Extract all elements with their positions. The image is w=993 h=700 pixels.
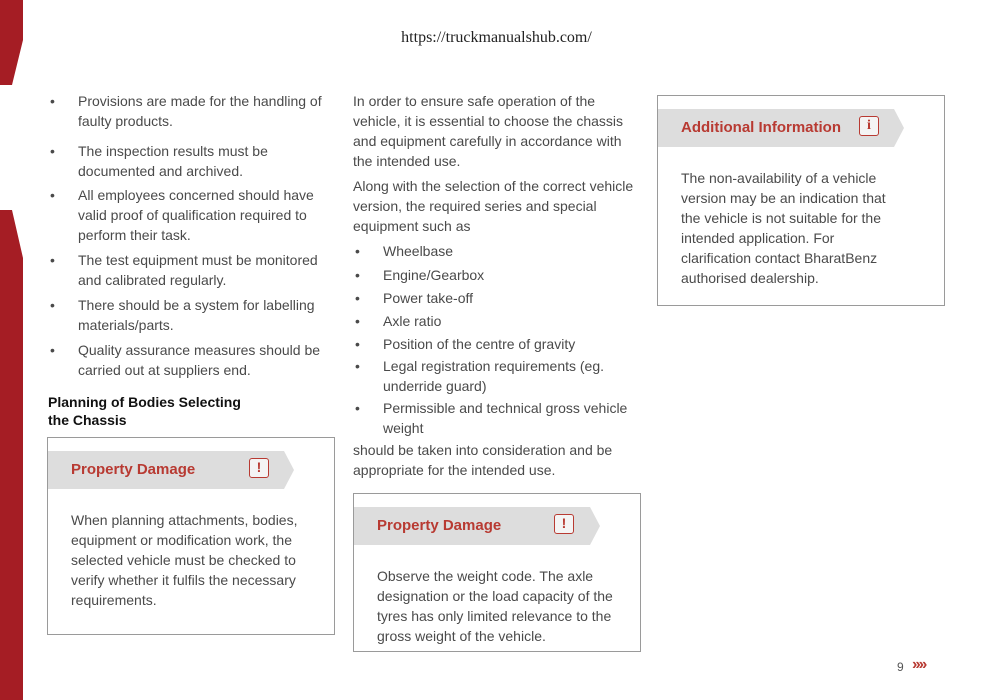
box-header (354, 507, 590, 545)
section-heading-line2: the Chassis (48, 412, 127, 428)
paragraph: In order to ensure safe operation of the vehicle, it is essential to choose the chassis and equipment carefully in accordance with the intended use. (353, 93, 624, 169)
list-item: • Permissible and technical gross vehicle weight (353, 398, 641, 438)
box-title: Additional Information (681, 119, 841, 136)
list-item: • Axle ratio (353, 311, 641, 331)
list-item: • Provisions are made for the handling of faulty products. (48, 91, 338, 131)
warning-icon: ! (554, 514, 574, 534)
box-header (48, 451, 284, 489)
box-text: The non-availability of a vehicle version may be an indication that the vehicle is not suitable for the intended application. For clarification contact BharatBenz authorised dealership. (681, 170, 886, 286)
section-heading (48, 393, 328, 429)
box-title: Property Damage (71, 461, 196, 478)
box-title: Property Damage (377, 517, 502, 534)
list-item: • There should be a system for labelling materials/parts. (48, 295, 338, 335)
box-header (658, 109, 894, 147)
list-item: • Quality assurance measures should be carried out at suppliers end. (48, 340, 338, 380)
section-heading-line1: Planning of Bodies Selecting (48, 394, 241, 410)
next-page-chevrons-icon[interactable]: ›››› (912, 656, 926, 673)
property-damage-box-1 (47, 437, 335, 635)
page-number: 9 (897, 660, 904, 674)
list-item: • Engine/Gearbox (353, 265, 641, 285)
list-item: • Legal registration requirements (eg. underride guard) (353, 356, 641, 396)
quality-bullet-list (48, 91, 338, 380)
info-icon: i (859, 116, 879, 136)
paragraph: Along with the selection of the correct vehicle version, the required series and special equipment such as (353, 178, 634, 234)
side-bar-notch (0, 0, 40, 700)
list-item: • Position of the centre of gravity (353, 334, 641, 354)
source-url[interactable]: https://truckmanualshub.com/ (401, 29, 592, 46)
property-damage-box-2 (353, 493, 641, 652)
paragraph: should be taken into consideration and be appropriate for the intended use. (353, 442, 613, 478)
additional-information-box (657, 95, 945, 306)
list-item: • The inspection results must be documented and archived. (48, 141, 338, 181)
list-item: • Power take-off (353, 288, 641, 308)
column-middle (353, 91, 641, 485)
equipment-bullet-list (353, 241, 641, 438)
list-item: • All employees concerned should have valid proof of qualification required to perform their task. (48, 185, 338, 245)
box-text: When planning attachments, bodies, equipment or modification work, the selected vehicle must be checked to verify whether it fulfils the necessary requirements. (71, 512, 298, 608)
warning-icon: ! (249, 458, 269, 478)
column-left (48, 91, 338, 385)
list-item: • The test equipment must be monitored and calibrated regularly. (48, 250, 338, 290)
box-text: Observe the weight code. The axle designation or the load capacity of the tyres has only limited relevance to the gross weight of the vehicle. (377, 568, 613, 644)
list-item: • Wheelbase (353, 241, 641, 261)
